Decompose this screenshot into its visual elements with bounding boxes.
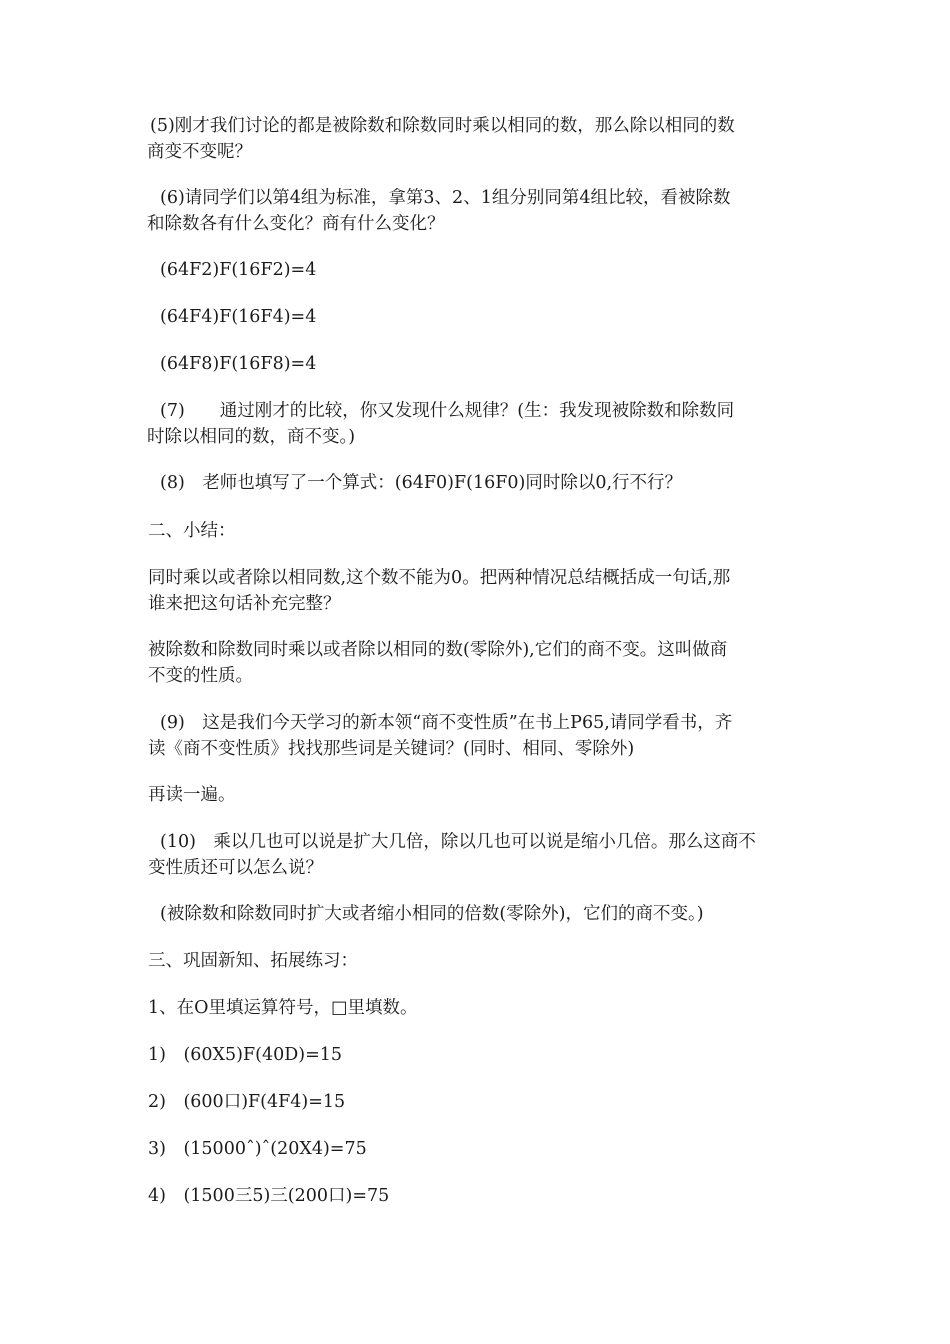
text-line: (64F4)F(16F4)=4 (160, 307, 317, 327)
text-line: 3) (15000ˆ)ˆ(20X4)=75 (148, 1139, 367, 1159)
text-line: (8) 老师也填写了一个算式：(64F0)F(16F0)同时除以0,行不行？ (160, 473, 683, 493)
text-line: (被除数和除数同时扩大或者缩小相同的倍数(零除外)，它们的商不变。) (160, 904, 704, 924)
text-line: (9) 这是我们今天学习的新本领“商不变性质”在书上P65,请同学看书，齐 (160, 713, 733, 733)
summary-paragraph-2 (148, 637, 838, 689)
equation-3 (160, 351, 850, 377)
text-line: 1、在O里填运算符号，□里填数。 (148, 998, 418, 1018)
text-line: 不变的性质。 (148, 666, 253, 686)
text-line: (10) 乘以几也可以说是扩大几倍，除以几也可以说是缩小几倍。那么这商不 (160, 832, 756, 852)
text-line: (7) 通过刚才的比较，你又发现什么规律？(生：我发现被除数和除数同 (160, 401, 735, 421)
text-line: 时除以相同的数，商不变。) (147, 427, 356, 447)
paragraph-step-7 (148, 398, 838, 450)
text-line: 同时乘以或者除以相同数,这个数不能为0。把两种情况总结概括成一句话,那 (148, 568, 731, 588)
text-line: 被除数和除数同时乘以或者除以相同的数(零除外),它们的商不变。这叫做商 (148, 640, 728, 660)
text-line: (64F2)F(16F2)=4 (160, 260, 317, 280)
paragraph-step-9 (148, 710, 838, 762)
exercise-item-1 (148, 1042, 838, 1068)
reread-line (148, 782, 838, 808)
text-line: 读《商不变性质》找找那些词是关键词？(同时、相同、零除外) (148, 739, 635, 759)
section-heading-summary (148, 518, 838, 544)
text-line: 2) (600口)F(4F4)=15 (148, 1092, 346, 1112)
exercise-item-3 (148, 1136, 838, 1162)
answer-step-10 (148, 901, 838, 927)
exercise-item-2 (148, 1089, 838, 1115)
section-heading-practice (148, 948, 838, 974)
text-line: 商变不变呢？ (147, 142, 252, 162)
text-line: 二、小结： (148, 521, 236, 541)
text-line: 谁来把这句话补充完整？ (148, 594, 341, 614)
text-line: 1) (60X5)F(40D)=15 (148, 1045, 343, 1065)
paragraph-step-8 (148, 470, 838, 496)
equation-2 (160, 304, 850, 330)
paragraph-step-5 (148, 113, 838, 165)
text-line: (5)刚才我们讨论的都是被除数和除数同时乘以相同的数，那么除以相同的数 (150, 116, 735, 136)
text-line: 变性质还可以怎么说？ (148, 858, 323, 878)
exercise-item-4 (148, 1183, 838, 1209)
text-line: (64F8)F(16F8)=4 (160, 354, 317, 374)
text-line: 三、巩固新知、拓展练习： (148, 951, 358, 971)
paragraph-step-10 (148, 829, 838, 881)
text-line: 再读一遍。 (148, 785, 236, 805)
equation-1 (160, 257, 850, 283)
summary-paragraph-1 (148, 565, 838, 617)
text-line: (6)请同学们以第4组为标准，拿第3、2、1组分别同第4组比较，看被除数 (160, 188, 731, 208)
text-line: 4) (1500三5)三(200口)=75 (148, 1186, 390, 1206)
text-line: 和除数各有什么变化？商有什么变化？ (147, 214, 445, 234)
exercise-1-instructions (148, 995, 838, 1021)
paragraph-step-6 (148, 185, 838, 237)
